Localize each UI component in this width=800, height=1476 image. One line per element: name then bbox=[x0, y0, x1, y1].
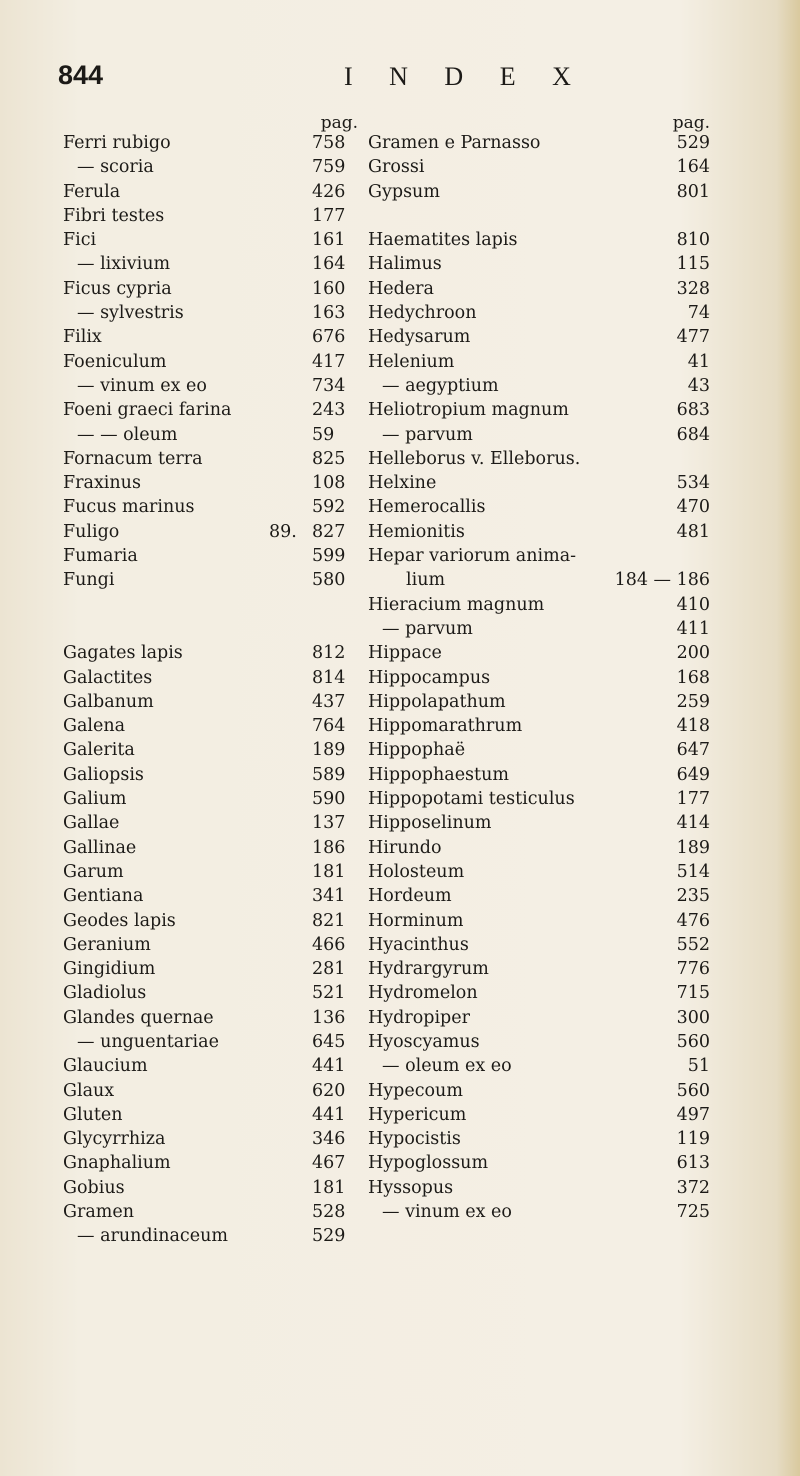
index-entry bbox=[368, 763, 710, 787]
entry-page: 476 bbox=[676, 910, 710, 931]
entry-term: Hypecoum bbox=[368, 1080, 463, 1101]
entry-page: 328 bbox=[676, 278, 710, 299]
index-entry bbox=[63, 495, 366, 519]
pag-label: pag. bbox=[320, 113, 358, 133]
entry-term: Hedysarum bbox=[368, 327, 471, 348]
entry-page: 684 bbox=[676, 424, 710, 445]
entry-page: 764 bbox=[312, 716, 346, 737]
entry-term: Gypsum bbox=[368, 181, 440, 202]
entry-term: Helenium bbox=[368, 351, 455, 372]
entry-page: 115 bbox=[676, 254, 710, 275]
entry-term: Garum bbox=[63, 861, 124, 882]
entry-term: Grossi bbox=[368, 157, 425, 178]
index-entry bbox=[368, 1079, 710, 1103]
index-entry bbox=[368, 1054, 710, 1078]
index-entry bbox=[368, 1030, 710, 1054]
entry-page: 814 bbox=[312, 667, 346, 688]
entry-term: Galbanum bbox=[63, 691, 154, 712]
index-entry bbox=[63, 252, 366, 276]
entry-term: Hippocampus bbox=[368, 667, 491, 688]
entry-term: Glycyrrhiza bbox=[63, 1129, 166, 1150]
index-entry bbox=[63, 933, 366, 957]
entry-page: 560 bbox=[676, 1080, 710, 1101]
entry-page: 281 bbox=[312, 959, 346, 980]
entry-term: Gramen e Parnasso bbox=[368, 133, 541, 153]
entry-page: 827 bbox=[312, 521, 346, 542]
index-entry bbox=[63, 836, 366, 860]
entry-term: — — oleum bbox=[77, 424, 178, 445]
entry-page: 528 bbox=[312, 1202, 346, 1223]
entry-term: Gladiolus bbox=[63, 983, 147, 1004]
entry-term: Hyacinthus bbox=[368, 934, 469, 955]
entry-page: 620 bbox=[312, 1080, 346, 1101]
entry-page: 466 bbox=[312, 934, 346, 955]
entry-term: Gluten bbox=[63, 1104, 123, 1125]
entry-page: 441 bbox=[312, 1104, 346, 1125]
entry-term: Hordeum bbox=[368, 886, 452, 907]
entry-term: Gingidium bbox=[63, 959, 156, 980]
entry-term: Gnaphalium bbox=[63, 1153, 171, 1174]
entry-term: — scoria bbox=[77, 157, 154, 178]
entry-term: Geranium bbox=[63, 934, 151, 955]
entry-term: Hydropiper bbox=[368, 1007, 470, 1028]
index-entry bbox=[63, 374, 366, 398]
running-title: I N D E X bbox=[344, 62, 586, 91]
entry-term: Hieracium magnum bbox=[368, 594, 545, 615]
index-entry bbox=[63, 1030, 366, 1054]
entry-page: 160 bbox=[312, 278, 346, 299]
entry-term: Hipposelinum bbox=[368, 813, 492, 834]
entry-term: Hyoscyamus bbox=[368, 1031, 480, 1052]
index-entry bbox=[368, 884, 710, 908]
entry-page: 161 bbox=[312, 230, 346, 251]
index-entry bbox=[368, 447, 710, 471]
index-entry bbox=[63, 1200, 366, 1224]
entry-page: 43 bbox=[687, 375, 710, 396]
page-header bbox=[58, 60, 740, 100]
entry-page: 426 bbox=[312, 181, 346, 202]
entry-term: Ferula bbox=[63, 181, 121, 202]
entry-page: 177 bbox=[312, 205, 346, 226]
index-entry bbox=[368, 374, 710, 398]
entry-extra-page: 89. bbox=[269, 521, 297, 542]
entry-page: 300 bbox=[676, 1007, 710, 1028]
index-entry bbox=[368, 593, 710, 617]
entry-term: Gallae bbox=[63, 813, 120, 834]
entry-page: 529 bbox=[676, 133, 710, 153]
entry-page: 560 bbox=[676, 1031, 710, 1052]
index-entry bbox=[63, 690, 366, 714]
entry-term: Filix bbox=[63, 327, 102, 348]
index-entry bbox=[63, 909, 366, 933]
entry-page: 683 bbox=[676, 400, 710, 421]
index-entry bbox=[368, 1151, 710, 1175]
entry-term: Hemionitis bbox=[368, 521, 465, 542]
entry-page: 821 bbox=[312, 910, 346, 931]
entry-page: 589 bbox=[312, 764, 346, 785]
index-group-f bbox=[63, 131, 366, 593]
entry-term: Gobius bbox=[63, 1177, 125, 1198]
entry-term: Ferri rubigo bbox=[63, 133, 171, 153]
entry-page: 411 bbox=[676, 618, 710, 639]
entry-term: Gagates lapis bbox=[63, 643, 183, 664]
index-entry bbox=[368, 933, 710, 957]
entry-page: 552 bbox=[676, 934, 710, 955]
entry-term: Fraxinus bbox=[63, 473, 141, 494]
index-entry bbox=[368, 277, 710, 301]
entry-page: 497 bbox=[676, 1104, 710, 1125]
entry-page: 177 bbox=[676, 789, 710, 810]
index-entry bbox=[368, 1200, 710, 1224]
entry-term: Foeniculum bbox=[63, 351, 167, 372]
entry-term: Fungi bbox=[63, 570, 115, 591]
entry-page: 715 bbox=[676, 983, 710, 1004]
entry-page: 590 bbox=[312, 789, 346, 810]
entry-term: Hedera bbox=[368, 278, 434, 299]
entry-term: Heliotropium magnum bbox=[368, 400, 569, 421]
entry-page: 649 bbox=[676, 764, 710, 785]
entry-term: — arundinaceum bbox=[77, 1226, 228, 1247]
entry-term: Holosteum bbox=[368, 861, 465, 882]
entry-page: 137 bbox=[312, 813, 346, 834]
index-column-left bbox=[63, 113, 366, 1249]
index-entry bbox=[368, 909, 710, 933]
entry-page: 346 bbox=[312, 1129, 346, 1150]
entry-term: Hypericum bbox=[368, 1104, 467, 1125]
index-entry bbox=[63, 957, 366, 981]
index-entry bbox=[63, 568, 366, 592]
entry-page: 467 bbox=[312, 1153, 346, 1174]
entry-page: 186 bbox=[312, 837, 346, 858]
index-entry bbox=[63, 398, 366, 422]
entry-term: — oleum ex eo bbox=[382, 1056, 512, 1077]
entry-term: — lixivium bbox=[77, 254, 171, 275]
entry-page: 521 bbox=[312, 983, 346, 1004]
entry-page: 514 bbox=[676, 861, 710, 882]
entry-term: Hepar variorum anima- bbox=[368, 546, 577, 567]
group-spacer bbox=[63, 593, 366, 642]
entry-term: — vinum ex eo bbox=[382, 1202, 512, 1223]
entry-page: 417 bbox=[312, 351, 346, 372]
entry-term: Glandes quernae bbox=[63, 1007, 214, 1028]
entry-term: Foeni graeci farina bbox=[63, 400, 232, 421]
index-entry bbox=[63, 1054, 366, 1078]
entry-term: Galactites bbox=[63, 667, 153, 688]
entry-term: Ficus cypria bbox=[63, 278, 172, 299]
entry-term: Fornacum terra bbox=[63, 448, 203, 469]
entry-page: 168 bbox=[676, 667, 710, 688]
entry-page: 580 bbox=[312, 570, 346, 591]
entry-term: Hippace bbox=[368, 643, 442, 664]
entry-page: 592 bbox=[312, 497, 346, 518]
index-entry bbox=[368, 301, 710, 325]
index-entry bbox=[63, 811, 366, 835]
index-entry bbox=[368, 423, 710, 447]
entry-page: 534 bbox=[676, 473, 710, 494]
entry-page: 734 bbox=[312, 375, 346, 396]
index-entry bbox=[63, 884, 366, 908]
index-entry bbox=[63, 520, 366, 544]
entry-term: Fumaria bbox=[63, 546, 138, 567]
entry-term: Galena bbox=[63, 716, 126, 737]
entry-page: 163 bbox=[312, 303, 346, 324]
entry-page: 825 bbox=[312, 448, 346, 469]
entry-page: 481 bbox=[676, 521, 710, 542]
entry-page: 801 bbox=[676, 181, 710, 202]
entry-term: Gentiana bbox=[63, 886, 144, 907]
entry-term: Hedychroon bbox=[368, 303, 477, 324]
index-entry bbox=[63, 155, 366, 179]
index-entry bbox=[368, 228, 710, 252]
index-entry bbox=[63, 447, 366, 471]
index-entry bbox=[63, 204, 366, 228]
index-group-g bbox=[63, 641, 366, 1248]
entry-page: 372 bbox=[676, 1177, 710, 1198]
index-entry bbox=[63, 1151, 366, 1175]
entry-page: 181 bbox=[312, 1177, 346, 1198]
index-entry bbox=[63, 1103, 366, 1127]
entry-page: 108 bbox=[312, 473, 346, 494]
index-entry bbox=[368, 350, 710, 374]
entry-term: Hypoglossum bbox=[368, 1153, 489, 1174]
entry-page: 51 bbox=[687, 1056, 710, 1077]
index-entry bbox=[63, 981, 366, 1005]
index-entry bbox=[63, 860, 366, 884]
index-entry bbox=[368, 714, 710, 738]
entry-page: 136 bbox=[312, 1007, 346, 1028]
index-entry bbox=[63, 787, 366, 811]
index-entry bbox=[63, 180, 366, 204]
entry-term: Hippopotami testiculus bbox=[368, 789, 575, 810]
index-group-h bbox=[368, 228, 710, 568]
index-entry bbox=[368, 836, 710, 860]
entry-term: Fibri testes bbox=[63, 205, 165, 226]
index-entry bbox=[368, 180, 710, 204]
index-entry bbox=[368, 787, 710, 811]
pag-label: pag. bbox=[672, 113, 710, 133]
entry-term: — parvum bbox=[382, 618, 473, 639]
entry-term: Galium bbox=[63, 789, 127, 810]
index-entry bbox=[63, 544, 366, 568]
entry-term: Fuligo bbox=[63, 521, 120, 542]
entry-term: Hydromelon bbox=[368, 983, 478, 1004]
entry-term: — sylvestris bbox=[77, 303, 184, 324]
index-entry bbox=[63, 350, 366, 374]
index-entry bbox=[63, 423, 366, 447]
page-number: 844 bbox=[58, 60, 104, 90]
index-entry bbox=[368, 860, 710, 884]
entry-page: 119 bbox=[676, 1129, 710, 1150]
index-column-right bbox=[368, 113, 710, 1224]
entry-page: 613 bbox=[676, 1153, 710, 1174]
entry-page: 41 bbox=[687, 351, 710, 372]
entry-page: 200 bbox=[676, 643, 710, 664]
index-entry bbox=[63, 471, 366, 495]
entry-page: 164 bbox=[312, 254, 346, 275]
index-entry bbox=[368, 1006, 710, 1030]
entry-term: lium bbox=[406, 570, 446, 591]
entry-term: Glaux bbox=[63, 1080, 115, 1101]
entry-term: — vinum ex eo bbox=[77, 375, 207, 396]
entry-page: 59 bbox=[312, 424, 335, 445]
index-entry bbox=[63, 666, 366, 690]
entry-page: 725 bbox=[676, 1202, 710, 1223]
entry-term: Hyssopus bbox=[368, 1177, 454, 1198]
entry-page: 189 bbox=[676, 837, 710, 858]
index-entry bbox=[63, 228, 366, 252]
entry-term: Helxine bbox=[368, 473, 437, 494]
index-entry bbox=[63, 714, 366, 738]
entry-term: Galerita bbox=[63, 740, 135, 761]
entry-term: Halimus bbox=[368, 254, 442, 275]
group-spacer bbox=[368, 204, 710, 228]
index-entry bbox=[368, 738, 710, 762]
entry-term: — unguentariae bbox=[77, 1031, 219, 1052]
entry-page: 259 bbox=[676, 691, 710, 712]
entry-term: Hippophaë bbox=[368, 740, 466, 761]
entry-term: Glaucium bbox=[63, 1056, 148, 1077]
index-entry bbox=[368, 666, 710, 690]
entry-page: 477 bbox=[676, 327, 710, 348]
entry-term: Hippomarathrum bbox=[368, 716, 523, 737]
entry-page: 812 bbox=[312, 643, 346, 664]
entry-term: Gramen bbox=[63, 1202, 134, 1223]
index-entry bbox=[63, 641, 366, 665]
entry-page: 758 bbox=[312, 133, 346, 153]
entry-page: 776 bbox=[676, 959, 710, 980]
entry-term: Hippolapathum bbox=[368, 691, 506, 712]
entry-page: 599 bbox=[312, 546, 346, 567]
index-entry bbox=[368, 471, 710, 495]
index-entry bbox=[63, 131, 366, 155]
entry-term: Haematites lapis bbox=[368, 230, 518, 251]
entry-page: 418 bbox=[676, 716, 710, 737]
entry-term: Fici bbox=[63, 230, 97, 251]
index-entry bbox=[368, 325, 710, 349]
entry-page: 189 bbox=[312, 740, 346, 761]
entry-page: 184 — 186 bbox=[614, 570, 710, 591]
index-entry bbox=[63, 1079, 366, 1103]
entry-page: 235 bbox=[676, 886, 710, 907]
entry-page: 810 bbox=[676, 230, 710, 251]
index-entry bbox=[63, 1176, 366, 1200]
entry-page: 410 bbox=[676, 594, 710, 615]
entry-page: 647 bbox=[676, 740, 710, 761]
entry-page: 164 bbox=[676, 157, 710, 178]
entry-page: 414 bbox=[676, 813, 710, 834]
entry-term: Hippophaestum bbox=[368, 764, 509, 785]
entry-term: — aegyptium bbox=[382, 375, 499, 396]
index-entry bbox=[368, 544, 710, 568]
index-entry bbox=[368, 811, 710, 835]
entry-term: Hemerocallis bbox=[368, 497, 486, 518]
index-entry bbox=[63, 738, 366, 762]
index-entry bbox=[368, 1103, 710, 1127]
entry-page: 645 bbox=[312, 1031, 346, 1052]
entry-page: 74 bbox=[687, 303, 710, 324]
entry-page: 529 bbox=[312, 1226, 346, 1247]
index-entry bbox=[368, 131, 710, 155]
index-entry bbox=[368, 690, 710, 714]
index-entry bbox=[63, 1127, 366, 1151]
index-entry-continuation bbox=[368, 568, 710, 592]
index-entry bbox=[368, 641, 710, 665]
index-entry bbox=[63, 1006, 366, 1030]
entry-term: Fucus marinus bbox=[63, 497, 195, 518]
entry-page: 243 bbox=[312, 400, 346, 421]
index-entry bbox=[63, 763, 366, 787]
entry-term: Geodes lapis bbox=[63, 910, 176, 931]
entry-page: 437 bbox=[312, 691, 346, 712]
index-group-g-cont bbox=[368, 131, 710, 204]
index-entry bbox=[368, 617, 710, 641]
index-entry bbox=[368, 155, 710, 179]
entry-term: Hypocistis bbox=[368, 1129, 461, 1150]
index-entry bbox=[368, 252, 710, 276]
index-entry bbox=[368, 520, 710, 544]
index-entry bbox=[368, 981, 710, 1005]
entry-term: Hydrargyrum bbox=[368, 959, 489, 980]
entry-page: 470 bbox=[676, 497, 710, 518]
entry-term: Galiopsis bbox=[63, 764, 144, 785]
entry-term: — parvum bbox=[382, 424, 473, 445]
index-entry bbox=[368, 1176, 710, 1200]
index-entry bbox=[63, 277, 366, 301]
index-entry bbox=[368, 495, 710, 519]
entry-page: 181 bbox=[312, 861, 346, 882]
index-entry bbox=[368, 957, 710, 981]
entry-page: 441 bbox=[312, 1056, 346, 1077]
index-group-h-cont bbox=[368, 593, 710, 1225]
index-entry bbox=[63, 1224, 366, 1248]
entry-term: Gallinae bbox=[63, 837, 137, 858]
entry-term: Helleborus v. Elleborus. bbox=[368, 448, 581, 469]
entry-page: 676 bbox=[312, 327, 346, 348]
index-entry bbox=[368, 398, 710, 422]
entry-term: Horminum bbox=[368, 910, 464, 931]
entry-page: 341 bbox=[312, 886, 346, 907]
entry-page: 759 bbox=[312, 157, 346, 178]
index-entry bbox=[63, 301, 366, 325]
entry-term: Hirundo bbox=[368, 837, 442, 858]
index-entry bbox=[63, 325, 366, 349]
index-entry bbox=[368, 1127, 710, 1151]
